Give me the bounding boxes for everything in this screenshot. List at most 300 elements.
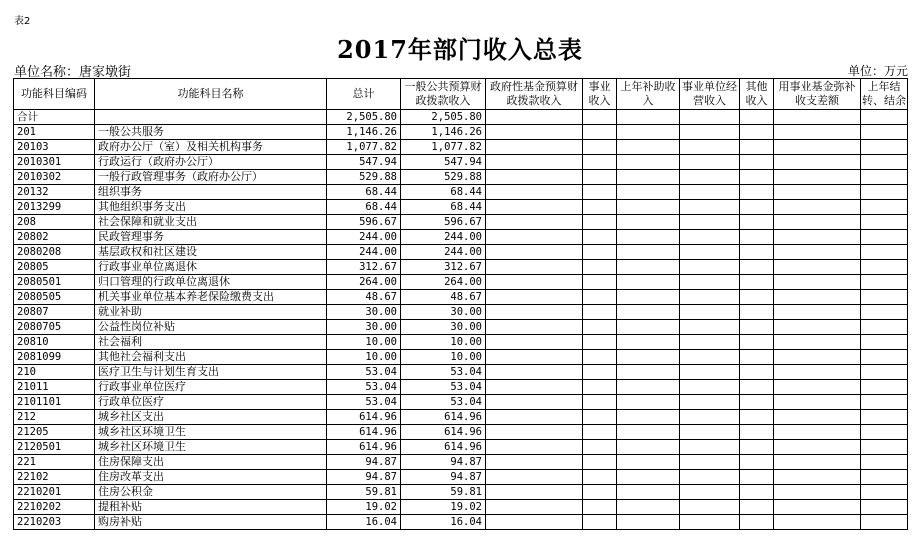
subject-code-cell: 21011: [14, 380, 95, 395]
header-operating-income: 事业单位经营收入: [680, 79, 740, 110]
empty-cell: [486, 335, 583, 350]
subject-code-cell: 2120501: [14, 440, 95, 455]
general-budget-cell: 614.96: [401, 425, 486, 440]
empty-cell: [680, 200, 740, 215]
general-budget-cell: 614.96: [401, 410, 486, 425]
subject-code-cell: 2210202: [14, 500, 95, 515]
table-row: [14, 155, 908, 170]
empty-cell: [740, 200, 774, 215]
table-number: 表2: [14, 16, 31, 27]
empty-cell: [740, 230, 774, 245]
empty-cell: [680, 125, 740, 140]
subject-name-cell: 政府办公厅（室）及相关机构事务: [95, 140, 327, 155]
table-row: [14, 515, 908, 530]
empty-cell: [774, 155, 861, 170]
subject-code-cell: 2080505: [14, 290, 95, 305]
total-cell: 16.04: [327, 515, 401, 530]
empty-cell: [617, 500, 680, 515]
general-budget-cell: 94.87: [401, 455, 486, 470]
empty-cell: [861, 350, 908, 365]
empty-cell: [486, 500, 583, 515]
empty-cell: [583, 125, 617, 140]
empty-cell: [486, 245, 583, 260]
empty-cell: [486, 215, 583, 230]
empty-cell: [680, 290, 740, 305]
empty-cell: [583, 305, 617, 320]
empty-cell: [583, 260, 617, 275]
empty-cell: [486, 440, 583, 455]
general-budget-cell: 53.04: [401, 365, 486, 380]
empty-cell: [680, 185, 740, 200]
table-row: [14, 365, 908, 380]
subject-name-cell: 行政事业单位医疗: [95, 380, 327, 395]
general-budget-cell: 1,077.82: [401, 140, 486, 155]
empty-cell: [617, 290, 680, 305]
subject-code-cell: 210: [14, 365, 95, 380]
empty-cell: [740, 275, 774, 290]
empty-cell: [617, 155, 680, 170]
subject-code-cell: 2210203: [14, 515, 95, 530]
empty-cell: [861, 455, 908, 470]
empty-cell: [861, 140, 908, 155]
empty-cell: [740, 395, 774, 410]
empty-cell: [861, 440, 908, 455]
empty-cell: [486, 395, 583, 410]
empty-cell: [486, 200, 583, 215]
empty-cell: [680, 410, 740, 425]
empty-cell: [486, 110, 583, 125]
empty-cell: [774, 380, 861, 395]
subject-code-cell: 20810: [14, 335, 95, 350]
subject-name-cell: 城乡社区支出: [95, 410, 327, 425]
empty-cell: [486, 380, 583, 395]
empty-cell: [680, 365, 740, 380]
empty-cell: [861, 260, 908, 275]
empty-cell: [680, 215, 740, 230]
empty-cell: [774, 485, 861, 500]
empty-cell: [583, 380, 617, 395]
table-row: [14, 380, 908, 395]
empty-cell: [680, 305, 740, 320]
empty-cell: [617, 320, 680, 335]
empty-cell: [680, 455, 740, 470]
subject-name-cell: 一般公共服务: [95, 125, 327, 140]
empty-cell: [617, 485, 680, 500]
general-budget-cell: 312.67: [401, 260, 486, 275]
empty-cell: [617, 305, 680, 320]
empty-cell: [740, 320, 774, 335]
total-cell: 1,077.82: [327, 140, 401, 155]
empty-cell: [740, 425, 774, 440]
empty-cell: [740, 155, 774, 170]
empty-cell: [583, 245, 617, 260]
empty-cell: [740, 335, 774, 350]
empty-cell: [774, 290, 861, 305]
empty-cell: [583, 410, 617, 425]
table-row: [14, 410, 908, 425]
total-cell: 10.00: [327, 350, 401, 365]
empty-cell: [740, 410, 774, 425]
general-budget-cell: 53.04: [401, 380, 486, 395]
empty-cell: [617, 470, 680, 485]
subject-code-cell: 208: [14, 215, 95, 230]
subject-name-cell: 社会福利: [95, 335, 327, 350]
empty-cell: [680, 245, 740, 260]
table-row: [14, 320, 908, 335]
total-cell: 1,146.26: [327, 125, 401, 140]
empty-cell: [617, 215, 680, 230]
empty-cell: [680, 380, 740, 395]
subject-code-cell: 2080208: [14, 245, 95, 260]
subject-code-cell: 201: [14, 125, 95, 140]
empty-cell: [617, 125, 680, 140]
empty-cell: [861, 290, 908, 305]
subject-code-cell: 2013299: [14, 200, 95, 215]
empty-cell: [486, 230, 583, 245]
empty-cell: [617, 170, 680, 185]
empty-cell: [740, 365, 774, 380]
page-title: 2017年部门收入总表: [337, 35, 583, 64]
empty-cell: [740, 440, 774, 455]
empty-cell: [680, 320, 740, 335]
subject-code-cell: 212: [14, 410, 95, 425]
empty-cell: [774, 140, 861, 155]
subject-code-cell: 合计: [14, 110, 95, 125]
empty-cell: [740, 455, 774, 470]
empty-cell: [617, 425, 680, 440]
empty-cell: [617, 380, 680, 395]
empty-cell: [617, 350, 680, 365]
empty-cell: [680, 110, 740, 125]
subject-code-cell: 2101101: [14, 395, 95, 410]
empty-cell: [740, 500, 774, 515]
empty-cell: [680, 140, 740, 155]
table-row: [14, 425, 908, 440]
subject-name-cell: 提租补贴: [95, 500, 327, 515]
empty-cell: [740, 110, 774, 125]
empty-cell: [486, 275, 583, 290]
subject-name-cell: 其他组织事务支出: [95, 200, 327, 215]
table-row: [14, 500, 908, 515]
header-prior-subsidy: 上年补助收入: [617, 79, 680, 110]
empty-cell: [680, 425, 740, 440]
empty-cell: [740, 215, 774, 230]
empty-cell: [740, 470, 774, 485]
empty-cell: [740, 170, 774, 185]
empty-cell: [583, 155, 617, 170]
empty-cell: [774, 455, 861, 470]
empty-cell: [861, 305, 908, 320]
empty-cell: [486, 485, 583, 500]
empty-cell: [774, 305, 861, 320]
subject-code-cell: 20807: [14, 305, 95, 320]
empty-cell: [774, 200, 861, 215]
table-row: [14, 200, 908, 215]
empty-cell: [583, 140, 617, 155]
empty-cell: [774, 410, 861, 425]
header-general-budget: 一般公共预算财政拨款收入: [401, 79, 486, 110]
table-row: [14, 455, 908, 470]
subject-code-cell: 2080705: [14, 320, 95, 335]
empty-cell: [774, 170, 861, 185]
table-row: [14, 470, 908, 485]
subject-name-cell: 组织事务: [95, 185, 327, 200]
total-cell: 53.04: [327, 380, 401, 395]
empty-cell: [774, 185, 861, 200]
subject-name-cell: 行政运行（政府办公厅）: [95, 155, 327, 170]
total-cell: 94.87: [327, 455, 401, 470]
total-cell: 547.94: [327, 155, 401, 170]
empty-cell: [617, 335, 680, 350]
empty-cell: [774, 335, 861, 350]
empty-cell: [774, 500, 861, 515]
empty-cell: [740, 245, 774, 260]
empty-cell: [486, 350, 583, 365]
empty-cell: [861, 395, 908, 410]
subject-code-cell: 20805: [14, 260, 95, 275]
subject-name-cell: 民政管理事务: [95, 230, 327, 245]
empty-cell: [774, 215, 861, 230]
table-row: [14, 395, 908, 410]
empty-cell: [740, 185, 774, 200]
table-row: [14, 215, 908, 230]
table-row: [14, 350, 908, 365]
header-carryover: 上年结转、结余: [861, 79, 908, 110]
total-cell: 48.67: [327, 290, 401, 305]
empty-cell: [861, 425, 908, 440]
empty-cell: [680, 260, 740, 275]
empty-cell: [583, 395, 617, 410]
empty-cell: [486, 140, 583, 155]
general-budget-cell: 596.67: [401, 215, 486, 230]
empty-cell: [774, 320, 861, 335]
general-budget-cell: 264.00: [401, 275, 486, 290]
general-budget-cell: 68.44: [401, 185, 486, 200]
empty-cell: [861, 470, 908, 485]
empty-cell: [486, 470, 583, 485]
subject-name-cell: 就业补助: [95, 305, 327, 320]
empty-cell: [680, 335, 740, 350]
empty-cell: [486, 320, 583, 335]
empty-cell: [774, 230, 861, 245]
table-row: [14, 110, 908, 125]
empty-cell: [680, 350, 740, 365]
empty-cell: [740, 485, 774, 500]
table-row: [14, 185, 908, 200]
empty-cell: [583, 215, 617, 230]
empty-cell: [617, 410, 680, 425]
empty-cell: [740, 380, 774, 395]
subject-name-cell: 行政事业单位离退休: [95, 260, 327, 275]
empty-cell: [861, 230, 908, 245]
empty-cell: [486, 125, 583, 140]
empty-cell: [583, 110, 617, 125]
total-cell: 53.04: [327, 365, 401, 380]
empty-cell: [680, 515, 740, 530]
income-summary-table: [13, 78, 908, 530]
empty-cell: [680, 500, 740, 515]
subject-code-cell: 2010302: [14, 170, 95, 185]
empty-cell: [583, 455, 617, 470]
empty-cell: [861, 110, 908, 125]
subject-code-cell: 2210201: [14, 485, 95, 500]
empty-cell: [583, 275, 617, 290]
empty-cell: [861, 380, 908, 395]
table-row: [14, 125, 908, 140]
general-budget-cell: 10.00: [401, 350, 486, 365]
empty-cell: [740, 290, 774, 305]
total-cell: 614.96: [327, 440, 401, 455]
empty-cell: [774, 365, 861, 380]
general-budget-cell: 59.81: [401, 485, 486, 500]
general-budget-cell: 30.00: [401, 320, 486, 335]
general-budget-cell: 547.94: [401, 155, 486, 170]
subject-name-cell: 城乡社区环境卫生: [95, 440, 327, 455]
total-cell: 30.00: [327, 320, 401, 335]
empty-cell: [680, 470, 740, 485]
subject-name-cell: 购房补贴: [95, 515, 327, 530]
table-row: [14, 335, 908, 350]
empty-cell: [617, 110, 680, 125]
subject-code-cell: 20132: [14, 185, 95, 200]
empty-cell: [486, 185, 583, 200]
empty-cell: [774, 125, 861, 140]
total-cell: 244.00: [327, 245, 401, 260]
subject-code-cell: 21205: [14, 425, 95, 440]
empty-cell: [740, 260, 774, 275]
subject-name-cell: 医疗卫生与计划生育支出: [95, 365, 327, 380]
empty-cell: [861, 125, 908, 140]
empty-cell: [583, 365, 617, 380]
total-cell: 614.96: [327, 425, 401, 440]
table-header-row: [14, 79, 908, 110]
header-business-income: 事业收入: [583, 79, 617, 110]
empty-cell: [740, 140, 774, 155]
empty-cell: [774, 425, 861, 440]
table-row: [14, 290, 908, 305]
general-budget-cell: 30.00: [401, 305, 486, 320]
empty-cell: [617, 440, 680, 455]
total-cell: 53.04: [327, 395, 401, 410]
subject-code-cell: 221: [14, 455, 95, 470]
total-cell: 68.44: [327, 200, 401, 215]
empty-cell: [617, 260, 680, 275]
total-cell: 10.00: [327, 335, 401, 350]
empty-cell: [861, 365, 908, 380]
empty-cell: [486, 425, 583, 440]
empty-cell: [680, 230, 740, 245]
empty-cell: [861, 335, 908, 350]
empty-cell: [486, 155, 583, 170]
table-row: [14, 245, 908, 260]
general-budget-cell: 614.96: [401, 440, 486, 455]
empty-cell: [861, 200, 908, 215]
total-cell: 529.88: [327, 170, 401, 185]
empty-cell: [617, 245, 680, 260]
general-budget-cell: 2,505.80: [401, 110, 486, 125]
empty-cell: [583, 485, 617, 500]
empty-cell: [774, 440, 861, 455]
empty-cell: [617, 455, 680, 470]
empty-cell: [617, 230, 680, 245]
empty-cell: [583, 500, 617, 515]
empty-cell: [617, 140, 680, 155]
empty-cell: [680, 275, 740, 290]
subject-name-cell: 行政单位医疗: [95, 395, 327, 410]
subject-name-cell: 住房公积金: [95, 485, 327, 500]
table-row: [14, 140, 908, 155]
subject-code-cell: 22102: [14, 470, 95, 485]
empty-cell: [583, 335, 617, 350]
general-budget-cell: 244.00: [401, 245, 486, 260]
total-cell: 2,505.80: [327, 110, 401, 125]
empty-cell: [486, 170, 583, 185]
empty-cell: [774, 275, 861, 290]
total-cell: 264.00: [327, 275, 401, 290]
empty-cell: [774, 395, 861, 410]
table-row: [14, 260, 908, 275]
general-budget-cell: 244.00: [401, 230, 486, 245]
general-budget-cell: 16.04: [401, 515, 486, 530]
general-budget-cell: 94.87: [401, 470, 486, 485]
empty-cell: [583, 440, 617, 455]
subject-code-cell: 20802: [14, 230, 95, 245]
total-cell: 596.67: [327, 215, 401, 230]
general-budget-cell: 529.88: [401, 170, 486, 185]
empty-cell: [774, 350, 861, 365]
empty-cell: [861, 485, 908, 500]
empty-cell: [774, 470, 861, 485]
empty-cell: [680, 485, 740, 500]
general-budget-cell: 68.44: [401, 200, 486, 215]
total-cell: 244.00: [327, 230, 401, 245]
empty-cell: [617, 275, 680, 290]
subject-code-cell: 20103: [14, 140, 95, 155]
total-cell: 30.00: [327, 305, 401, 320]
empty-cell: [617, 395, 680, 410]
empty-cell: [583, 290, 617, 305]
subject-name-cell: 社会保障和就业支出: [95, 215, 327, 230]
general-budget-cell: 19.02: [401, 500, 486, 515]
empty-cell: [486, 290, 583, 305]
empty-cell: [617, 365, 680, 380]
subject-code-cell: 2010301: [14, 155, 95, 170]
empty-cell: [774, 515, 861, 530]
subject-name-cell: 住房保障支出: [95, 455, 327, 470]
empty-cell: [583, 515, 617, 530]
empty-cell: [583, 350, 617, 365]
empty-cell: [861, 185, 908, 200]
empty-cell: [486, 515, 583, 530]
empty-cell: [583, 230, 617, 245]
empty-cell: [861, 275, 908, 290]
subject-name-cell: [95, 110, 327, 125]
subject-name-cell: 住房改革支出: [95, 470, 327, 485]
subject-name-cell: 公益性岗位补贴: [95, 320, 327, 335]
empty-cell: [583, 425, 617, 440]
empty-cell: [680, 440, 740, 455]
total-cell: 94.87: [327, 470, 401, 485]
empty-cell: [774, 245, 861, 260]
empty-cell: [486, 410, 583, 425]
empty-cell: [740, 125, 774, 140]
header-subject-name: 功能科目名称: [95, 79, 327, 110]
empty-cell: [861, 170, 908, 185]
currency-unit-label: 单位：万元: [847, 64, 908, 78]
total-cell: 68.44: [327, 185, 401, 200]
empty-cell: [861, 515, 908, 530]
empty-cell: [861, 245, 908, 260]
